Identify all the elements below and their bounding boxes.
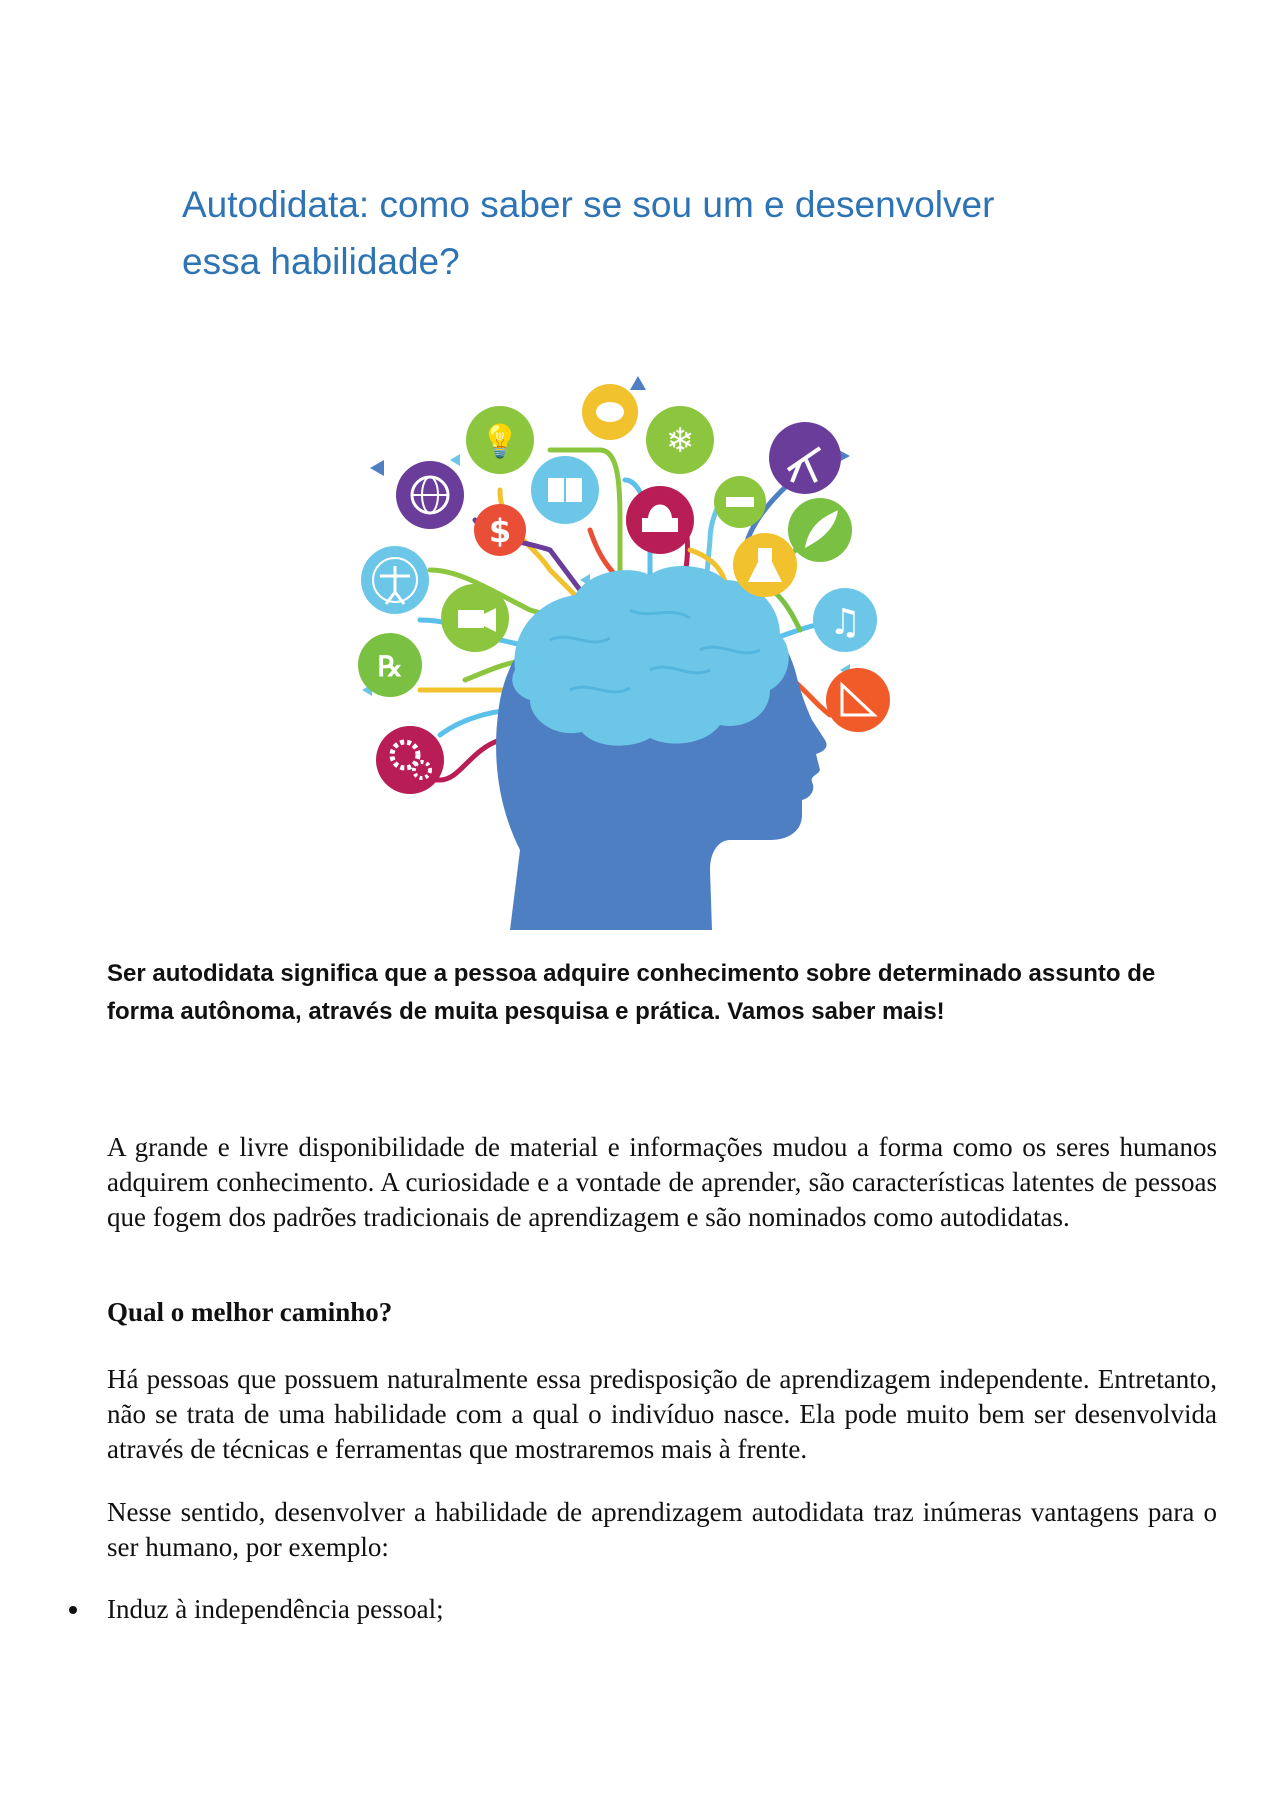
section-heading: Qual o melhor caminho? [107,1297,393,1327]
brain-shape [512,566,788,746]
body-paragraph-2: Há pessoas que possuem naturalmente essa predisposição de aprendizagem independente. Entretanto, não se trata de uma habilidade com a qual o indivíduo nasce. Ela pode muito bem ser desenvolvida através de técnicas e ferramentas que mostraremos mais à frente. [107,1364,1217,1464]
list-item [107,1592,444,1627]
page-title [182,176,1082,290]
bullet-icon [69,1606,77,1614]
svg-text:♫: ♫ [828,602,862,643]
title-line-2: essa habilidade? [182,241,460,282]
svg-text:℞: ℞ [377,650,403,683]
gears-icon [376,726,444,794]
body-paragraph-3: Nesse sentido, desenvolver a habilidade de aprendizagem autodidata traz inúmeras vantagens para o ser humano, por exemplo: [107,1497,1217,1562]
svg-text:❄: ❄ [665,421,695,461]
brain-illustration [350,370,930,930]
advantages-list [107,1592,444,1627]
lead-paragraph: Ser autodidata significa que a pessoa adquire conhecimento sobre determinado assunto de forma autônoma, através de muita pesquisa e prática. Vamos saber mais! [107,960,1156,1025]
title-line-1: Autodidata: como saber se sou um e desenvolver [182,184,995,225]
intro-paragraph: A grande e livre disponibilidade de material e informações mudou a forma como os seres humanos adquirem conhecimento. A curiosidade e a vontade de aprender, são características latentes de pessoas que fogem dos padrões tradicionais de aprendizagem e são nominados como autodidatas. [107,1132,1217,1232]
svg-text:$: $ [488,512,512,550]
list-item-text: Induz à independência pessoal; [107,1594,444,1624]
svg-text:💡: 💡 [480,422,520,460]
